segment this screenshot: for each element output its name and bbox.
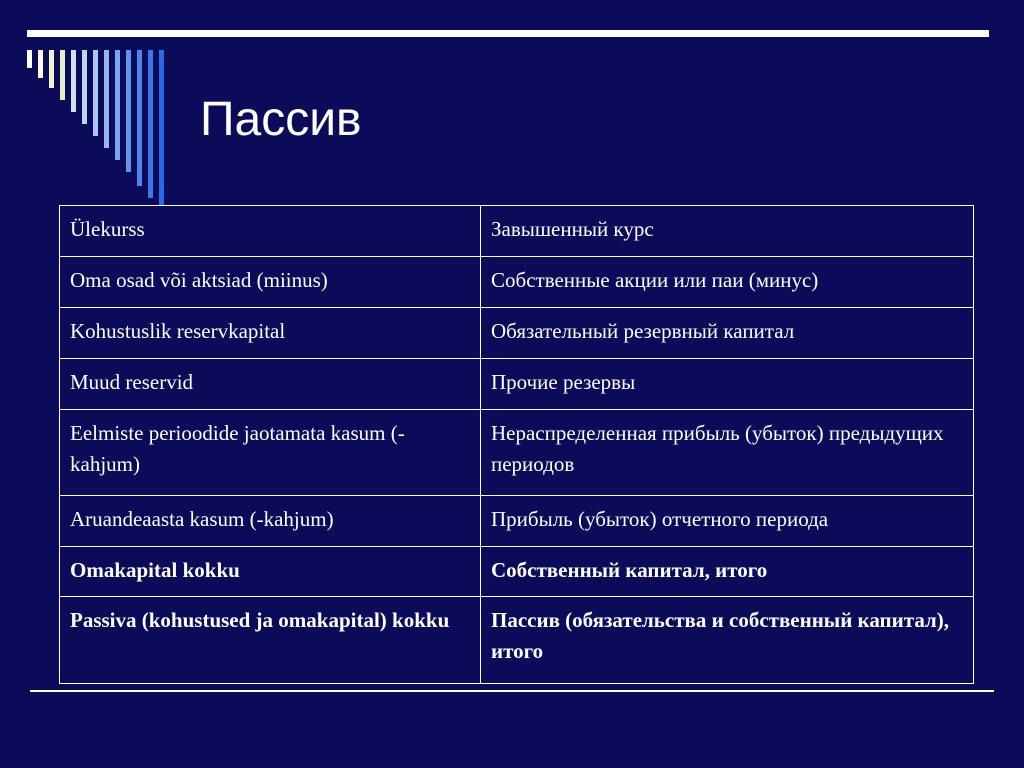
decorative-stripes: [0, 0, 180, 210]
table-row-total: [60, 547, 974, 597]
estonian-term: Omakapital kokku: [60, 547, 481, 597]
estonian-term: Oma osad või aktsiad (miinus): [60, 257, 481, 308]
estonian-term: Ülekurss: [60, 206, 481, 257]
russian-term: Нераспределенная прибыль (убыток) предыдущих периодов: [481, 410, 974, 496]
slide-title: Пассив: [200, 93, 362, 146]
table-row: [60, 410, 974, 496]
estonian-term: Eelmiste perioodide jaotamata kasum (-kahjum): [60, 410, 481, 496]
estonian-term: Muud reservid: [60, 359, 481, 410]
russian-term: Обязательный резервный капитал: [481, 308, 974, 359]
translation-table: [59, 205, 974, 684]
russian-term: Завышенный курс: [481, 206, 974, 257]
table-row: [60, 206, 974, 257]
estonian-term: Kohustuslik reservkapital: [60, 308, 481, 359]
russian-term: Прочие резервы: [481, 359, 974, 410]
table-row: [60, 257, 974, 308]
table-row: [60, 496, 974, 547]
table-row: [60, 308, 974, 359]
table-row-total: [60, 597, 974, 684]
russian-term: Пассив (обязательства и собственный капитал), итого: [481, 597, 974, 684]
estonian-term: Passiva (kohustused ja omakapital) kokku: [60, 597, 481, 684]
bottom-rule: [30, 690, 994, 692]
russian-term: Собственный капитал, итого: [481, 547, 974, 597]
estonian-term: Aruandeaasta kasum (-kahjum): [60, 496, 481, 547]
table-row: [60, 359, 974, 410]
russian-term: Собственные акции или паи (минус): [481, 257, 974, 308]
russian-term: Прибыль (убыток) отчетного периода: [481, 496, 974, 547]
